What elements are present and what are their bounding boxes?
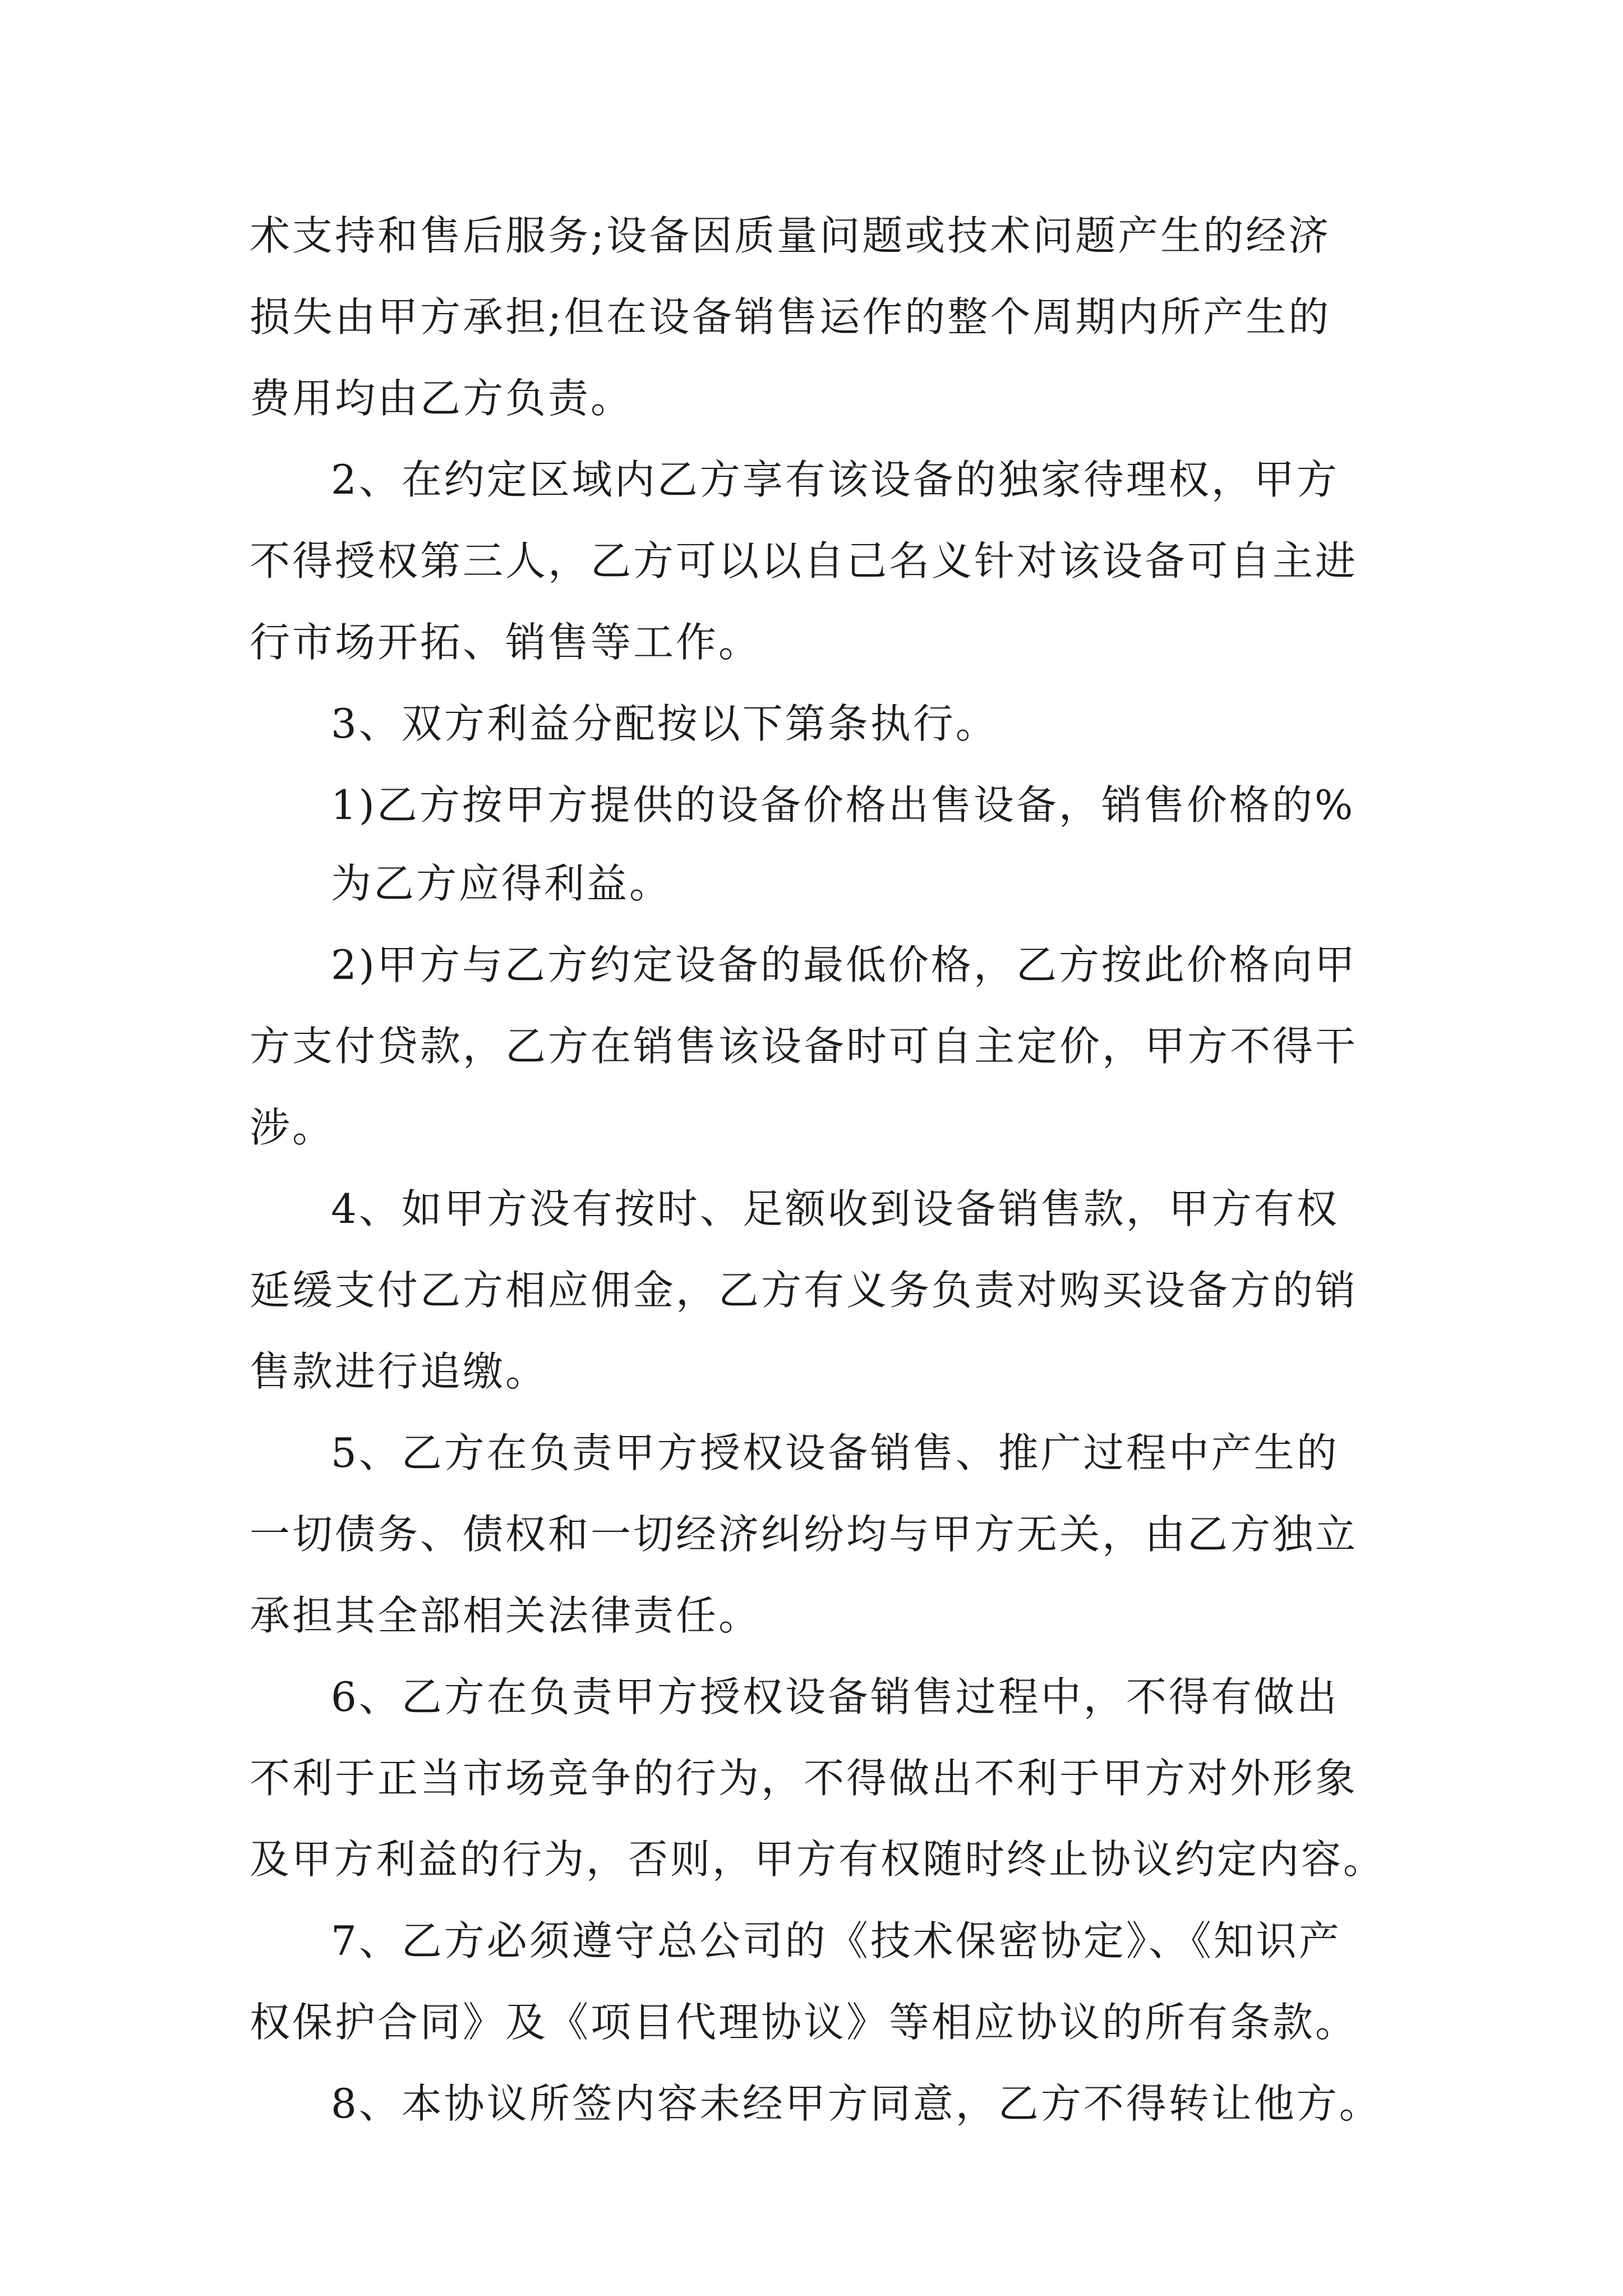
text-line: 术支持和售后服务;设备因质量问题或技术问题产生的经济: [250, 212, 1331, 259]
text-line: 售款进行追缴。: [250, 1348, 548, 1395]
text-line: 1)乙方按甲方提供的设备价格出售设备，销售价格的%: [331, 781, 1355, 829]
text-line: 为乙方应得利益。: [331, 860, 672, 907]
text-line: 不利于正当市场竞争的行为，不得做出不利于甲方对外形象: [250, 1755, 1358, 1802]
text-line: 一切债务、债权和一切经济纠纷均与甲方无关，由乙方独立: [250, 1511, 1358, 1558]
text-line: 及甲方利益的行为，否则，甲方有权随时终止协议约定内容。: [250, 1836, 1386, 1883]
text-line: 2)甲方与乙方约定设备的最低价格，乙方按此价格向甲: [331, 941, 1357, 988]
text-line: 3、双方利益分配按以下第条执行。: [331, 700, 998, 747]
text-line: 6、乙方在负责甲方授权设备销售过程中，不得有做出: [331, 1673, 1339, 1720]
text-line: 7、乙方必须遵守总公司的《技术保密协定》、《知识产: [331, 1917, 1341, 1964]
text-line: 承担其全部相关法律责任。: [250, 1592, 762, 1639]
text-line: 方支付贷款，乙方在销售该设备时可自主定价，甲方不得干: [250, 1023, 1358, 1070]
text-line: 费用均由乙方负责。: [250, 375, 634, 422]
text-line: 5、乙方在负责甲方授权设备销售、推广过程中产生的: [331, 1429, 1339, 1476]
text-line: 不得授权第三人，乙方可以以自己名义针对该设备可自主进: [250, 537, 1358, 585]
text-line: 延缓支付乙方相应佣金，乙方有义务负责对购买设备方的销: [250, 1267, 1358, 1314]
text-line: 4、如甲方没有按时、足额收到设备销售款，甲方有权: [331, 1185, 1339, 1232]
text-line: 涉。: [250, 1104, 335, 1151]
text-line: 2、在约定区域内乙方享有该设备的独家待理权，甲方: [331, 456, 1339, 503]
text-line: 8、本协议所签内容未经甲方同意，乙方不得转让他方。: [331, 2080, 1382, 2127]
text-line: 行市场开拓、销售等工作。: [250, 619, 762, 666]
text-line: 权保护合同》及《项目代理协议》等相应协议的所有条款。: [250, 1999, 1358, 2046]
text-line: 损失由甲方承担;但在设备销售运作的整个周期内所产生的: [250, 293, 1331, 341]
